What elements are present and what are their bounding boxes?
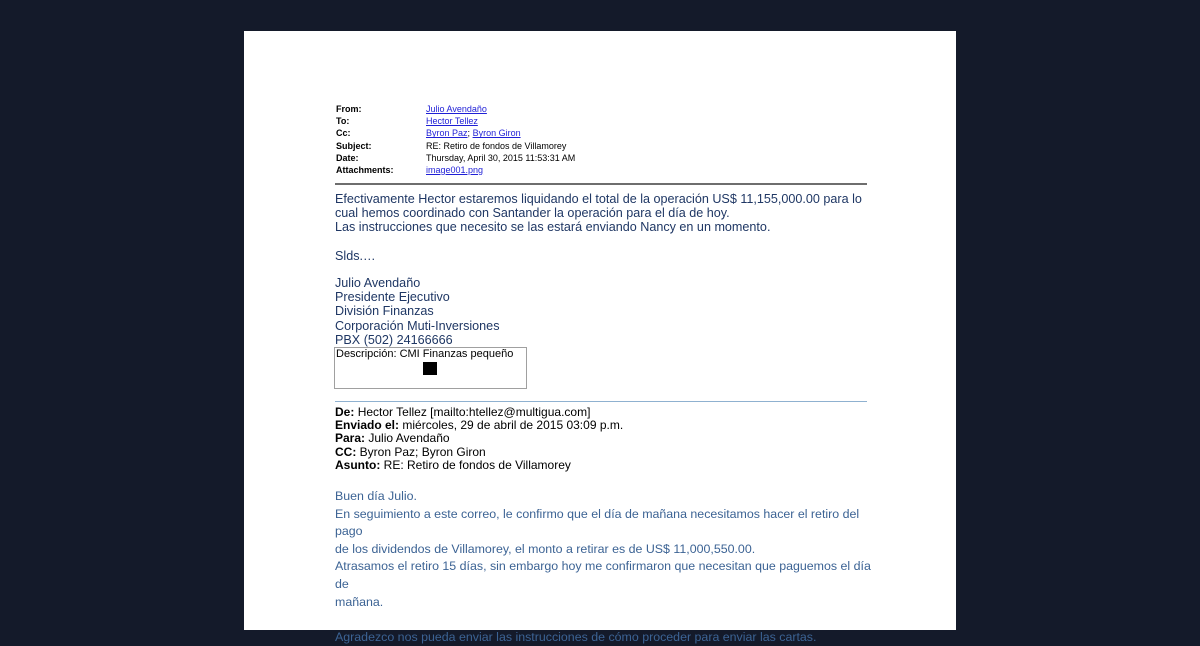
- header-date-row: [336, 152, 575, 164]
- reply-line: Efectivamente Hector estaremos liquidando el total de la operación US$ 11,155,000.00 para lo: [335, 192, 862, 206]
- quoted-from-label: De:: [335, 405, 355, 419]
- header-cc-row: [336, 127, 575, 139]
- quoted-subject-label: Asunto:: [335, 457, 381, 472]
- reply-body: [335, 192, 875, 263]
- cc-separator: ;: [467, 128, 471, 139]
- cc-link-1[interactable]: Byron Paz: [426, 128, 468, 139]
- quoted-line: mañana.: [335, 594, 384, 609]
- cc-label: Cc:: [336, 128, 351, 139]
- quoted-from-value: Hector Tellez [mailto:htellez@multigua.com]: [357, 405, 591, 419]
- quoted-greeting: Buen día Julio.: [335, 489, 417, 503]
- header-from-row: [336, 103, 575, 115]
- date-value: Thursday, April 30, 2015 11:53:31 AM: [426, 152, 576, 163]
- signature-division: División Finanzas: [335, 304, 434, 319]
- from-link[interactable]: Julio Avendaño: [426, 104, 487, 114]
- cc-link-2[interactable]: Byron Giron: [472, 128, 521, 139]
- quoted-line: Atrasamos el retiro 15 días, sin embargo hoy me confirmaron que necesitan que paguemos el día de: [335, 559, 871, 591]
- quoted-sent-value: miércoles, 29 de abril de 2015 03:09 p.m.: [402, 418, 624, 433]
- signature-title: Presidente Ejecutivo: [335, 290, 450, 305]
- signature-name: Julio Avendaño: [335, 276, 421, 290]
- reply-line: Las instrucciones que necesito se las estará enviando Nancy en un momento.: [335, 220, 771, 235]
- signature-block: [335, 276, 500, 347]
- quoted-subject-row: [335, 459, 623, 472]
- quoted-to-value: Julio Avendaño: [368, 431, 450, 446]
- signature-phone: PBX (502) 24166666: [335, 332, 453, 347]
- quoted-line: En seguimiento a este correo, le confirmo que el día de mañana necesitamos hacer el retiro del pago: [335, 506, 860, 539]
- quoted-line: Agradezco nos pueda enviar las instrucciones de cómo proceder para enviar las cartas.: [335, 629, 817, 644]
- reply-closing: Slds.…: [335, 248, 376, 263]
- subject-value: RE: Retiro de fondos de Villamorey: [426, 140, 567, 151]
- document-page: [244, 31, 956, 644]
- to-link[interactable]: Hector Tellez: [426, 116, 478, 127]
- from-label: From:: [336, 104, 362, 114]
- reply-line: cual hemos coordinado con Santander la operación para el día de hoy.: [335, 206, 730, 221]
- header-subject-row: [336, 140, 575, 152]
- quoted-to-label: Para:: [335, 431, 366, 446]
- header-divider: [335, 183, 867, 185]
- quoted-line: de los dividendos de Villamorey, el monto a retirar es de US$ 11,000,550.00.: [335, 541, 756, 556]
- header-attachments-row: [336, 164, 575, 176]
- signature-company: Corporación Muti-Inversiones: [335, 318, 500, 333]
- attachment-link[interactable]: image001.png: [426, 164, 484, 175]
- quoted-sent-label: Enviado el:: [335, 418, 400, 433]
- broken-image-icon: [423, 362, 437, 375]
- paragraph-gap: [335, 611, 875, 629]
- quoted-divider: [335, 401, 867, 402]
- header-to-row: [336, 115, 575, 127]
- to-label: To:: [336, 116, 350, 127]
- cc-values: [426, 127, 521, 139]
- quoted-cc-label: CC:: [335, 444, 357, 459]
- image-alt-text: Descripción: CMI Finanzas pequeño: [336, 348, 514, 360]
- quoted-body: [335, 488, 875, 646]
- quoted-subject-value: RE: Retiro de fondos de Villamorey: [383, 457, 571, 472]
- email-header: [336, 103, 575, 176]
- quoted-header: [335, 406, 623, 472]
- quoted-cc-value: Byron Paz; Byron Giron: [359, 444, 486, 459]
- signature-image-placeholder: [334, 347, 527, 389]
- date-label: Date:: [336, 152, 359, 163]
- subject-label: Subject:: [336, 140, 372, 151]
- attachments-label: Attachments:: [336, 164, 394, 175]
